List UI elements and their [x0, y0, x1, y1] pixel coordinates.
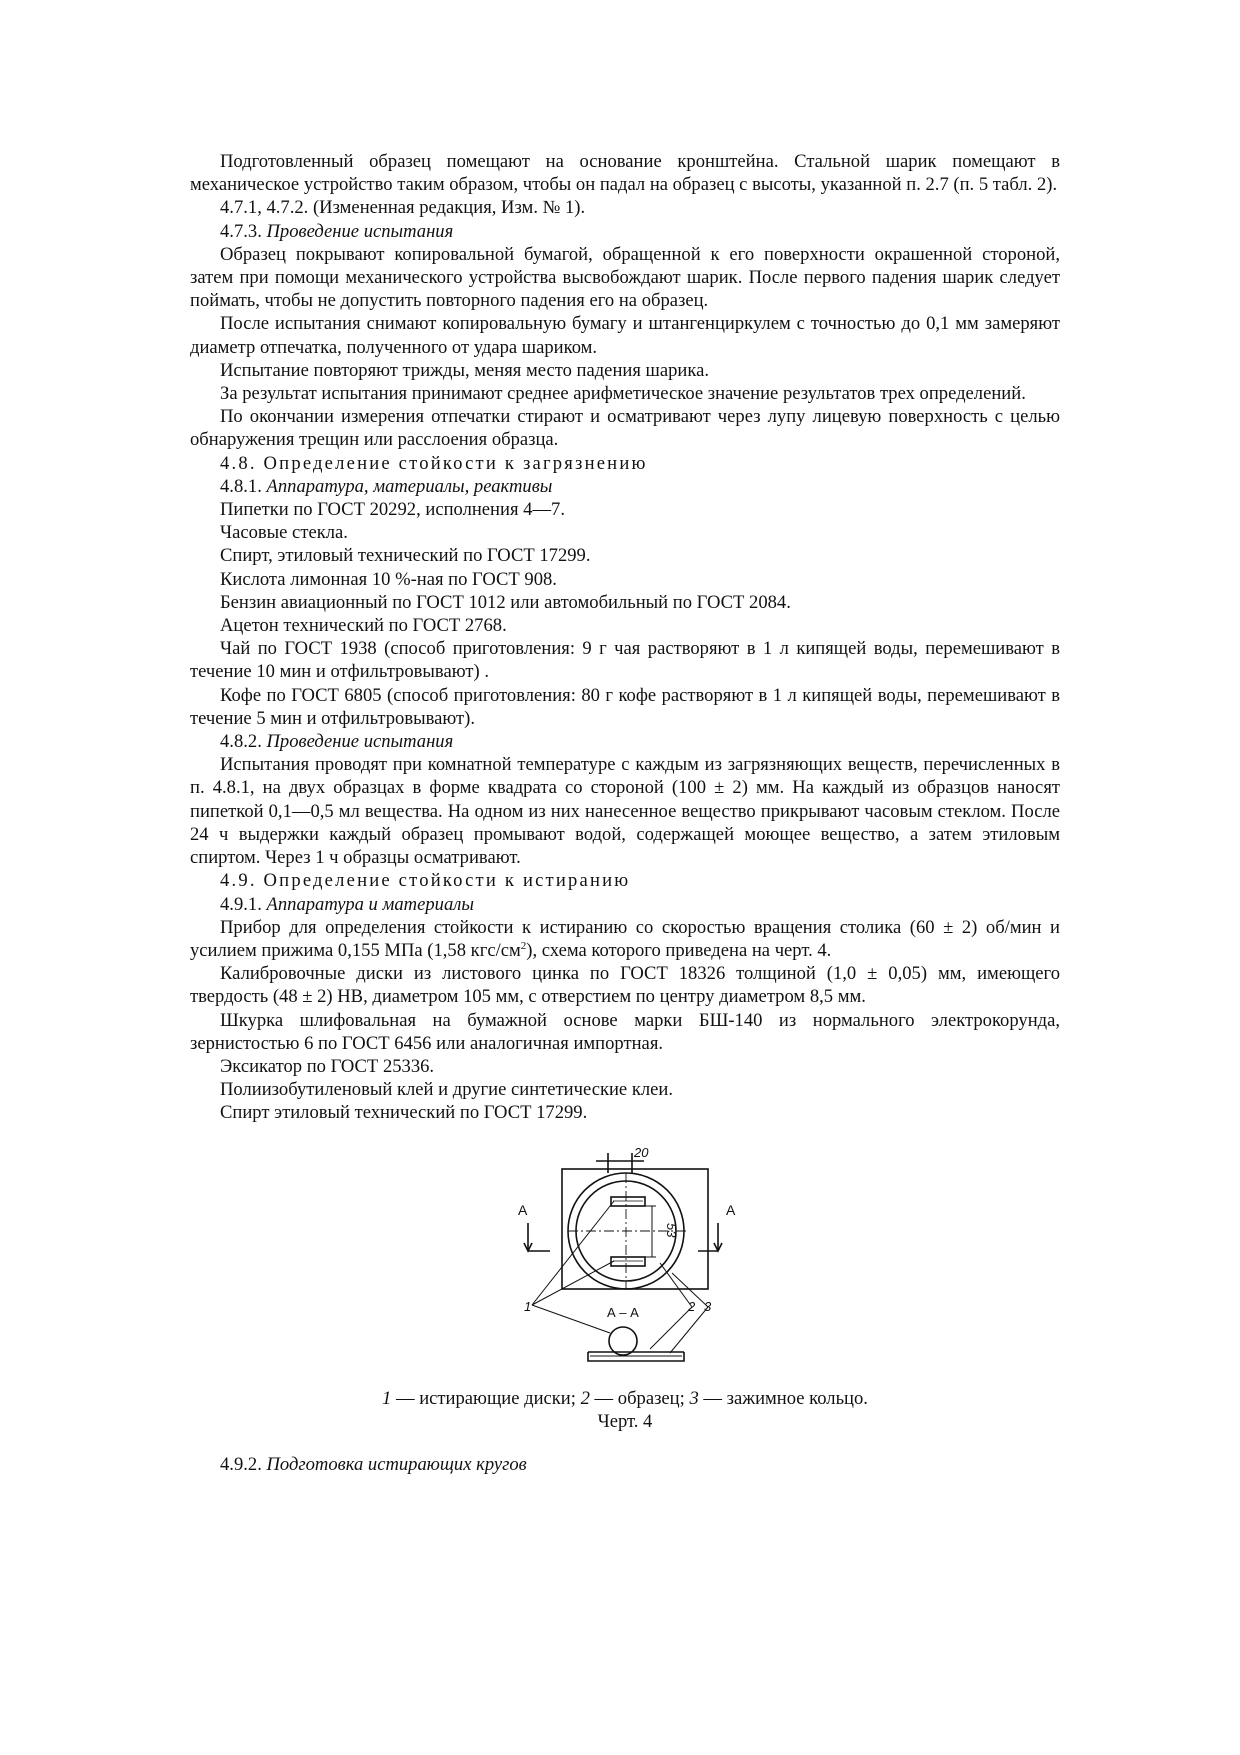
list-item — [190, 916, 1060, 962]
section-disc — [609, 1327, 637, 1355]
section-heading-4-9: 4.9. Определение стойкости к истиранию — [220, 870, 631, 892]
section-heading-4-7-3 — [190, 220, 1060, 243]
paragraph: Испытания проводят при комнатной температуре с каждым из загрязняющих веществ, перечисленных в п. 4.8.1, на двух образцах в форме квадрата со стороной (100 ± 2) мм. На каждый из образцов наносят пипеткой 0,1—0,5 мл вещества. На одном из них нанесенное вещество прикрывают часовым стеклом. После 24 ч выдержки каждый образец промывают водой, содержащей моющее вещество, а затем этиловым спиртом. Через 1 ч образцы осматривают. — [190, 754, 1060, 869]
section-marker-right: A — [726, 1201, 736, 1218]
dimension-20-label: 20 — [634, 1144, 649, 1160]
abrasive-disc-top — [611, 1197, 645, 1206]
section-heading-4-8-2 — [190, 730, 1060, 753]
section-heading-4-9-2 — [190, 1453, 1060, 1476]
section-heading-4-8-1 — [190, 475, 1060, 498]
list-item: Ацетон технический по ГОСТ 2768. — [220, 615, 507, 637]
superscript: 2 — [520, 939, 527, 952]
paragraph: За результат испытания принимают среднее арифметическое значение результатов трех определений. — [220, 383, 1026, 405]
figure-label: Черт. 4 — [597, 1410, 653, 1432]
paragraph: После испытания снимают копировальную бумагу и штангенциркулем с точностью до 0,1 мм замеряют диаметр отпечатка, полученного от удара шариком. — [190, 313, 1060, 358]
section-heading-4-8: 4.8. Определение стойкости к загрязнению — [220, 452, 648, 474]
section-heading-4-9-1 — [190, 893, 1060, 916]
section-view-label: А – А — [607, 1304, 639, 1320]
heading-title: Проведение испытания — [266, 731, 454, 753]
caption-number: 1 — [382, 1387, 392, 1409]
list-item: Кислота лимонная 10 %-ная по ГОСТ 908. — [220, 568, 557, 590]
paragraph: Образец покрывают копировальной бумагой, обращенной к его поверхности окрашенной стороной, затем при помощи механического устройства высвобождают шарик. После первого падения шарик следует поймать, чтобы не допустить повторного падения его на образец. — [190, 243, 1060, 312]
paragraph: Испытание повторяют трижды, меняя место падения шарика. — [220, 359, 710, 381]
list-item: Спирт этиловый технический по ГОСТ 17299. — [220, 1102, 588, 1124]
paragraph: Подготовленный образец помещают на основание кронштейна. Стальной шарик помещают в механическое устройство таким образом, чтобы он падал на образец с высоты, указанной п. 2.7 (п. 5 табл. 2). — [190, 151, 1060, 196]
list-item: Эксикатор по ГОСТ 25336. — [220, 1055, 435, 1077]
heading-title: Проведение испытания — [266, 220, 454, 242]
callout-3: 3 — [704, 1298, 712, 1314]
section-marker-left: A — [518, 1201, 528, 1218]
caption-number: 3 — [689, 1387, 699, 1409]
list-item: Кофе по ГОСТ 6805 (способ приготовления: 80 г кофе растворяют в 1 л кипящей воды, перемешивают в течение 5 мин и отфильтровывают). — [190, 684, 1060, 729]
figure-caption — [190, 1387, 1060, 1410]
heading-title: Аппаратура и материалы — [266, 893, 474, 915]
abrasive-disc-bottom — [611, 1257, 645, 1266]
list-item: Калибровочные диски из листового цинка по ГОСТ 18326 толщиной (1,0 ± 0,05) мм, имеющего твердость (48 ± 2) HB, диаметром 105 мм, с отверстием по центру диаметром 8,5 мм. — [190, 963, 1060, 1008]
list-item: Спирт, этиловый технический по ГОСТ 17299. — [220, 545, 591, 567]
heading-number: 4.7.3. — [220, 220, 262, 242]
figure-drawing — [190, 1143, 1060, 1381]
list-item: Пипетки по ГОСТ 20292, исполнения 4—7. — [220, 499, 565, 521]
abrasion-device-diagram — [510, 1143, 750, 1381]
heading-title: Аппаратура, материалы, реактивы — [266, 475, 553, 497]
list-item: Шкурка шлифовальная на бумажной основе марки БШ-140 из нормального электрокорунда, зернистостью 6 по ГОСТ 6456 или аналогичная импортная. — [190, 1009, 1060, 1054]
text: Прибор для определения стойкости к истиранию со скоростью вращения столика (60 ± 2) об/мин и усилием прижима 0,155 МПа (1,58 кгс/см — [190, 916, 1060, 961]
callout-1: 1 — [524, 1298, 532, 1314]
list-item: Бензин авиационный по ГОСТ 1012 или автомобильный по ГОСТ 2084. — [220, 591, 791, 613]
heading-number: 4.9.2. — [220, 1453, 262, 1475]
list-item: Полиизобутиленовый клей и другие синтетические клеи. — [220, 1079, 673, 1101]
callout-2: 2 — [688, 1298, 696, 1314]
document-page — [190, 150, 1060, 1476]
heading-number: 4.8.2. — [220, 731, 262, 753]
spacer — [190, 1433, 1060, 1453]
paragraph: 4.7.1, 4.7.2. (Измененная редакция, Изм. № 1). — [220, 197, 586, 219]
dimension-53-label: 53 — [664, 1222, 679, 1237]
heading-number: 4.9.1. — [220, 893, 262, 915]
caption-text: — зажимное кольцо. — [698, 1387, 868, 1409]
caption-text: — истирающие диски; — [391, 1387, 581, 1409]
heading-title: Подготовка истирающих кругов — [266, 1453, 527, 1475]
text: ), схема которого приведена на черт. 4. — [526, 939, 832, 961]
caption-text: — образец; — [589, 1387, 690, 1409]
heading-number: 4.8.1. — [220, 475, 262, 497]
list-item: Чай по ГОСТ 1938 (способ приготовления: 9 г чая растворяют в 1 л кипящей воды, перемешивают в течение 10 мин и отфильтровывают) . — [190, 638, 1060, 683]
list-item: Часовые стекла. — [220, 522, 348, 544]
paragraph: По окончании измерения отпечатки стирают и осматривают через лупу лицевую поверхность с целью обнаружения трещин или расслоения образца. — [190, 406, 1060, 451]
caption-number: 2 — [580, 1387, 590, 1409]
